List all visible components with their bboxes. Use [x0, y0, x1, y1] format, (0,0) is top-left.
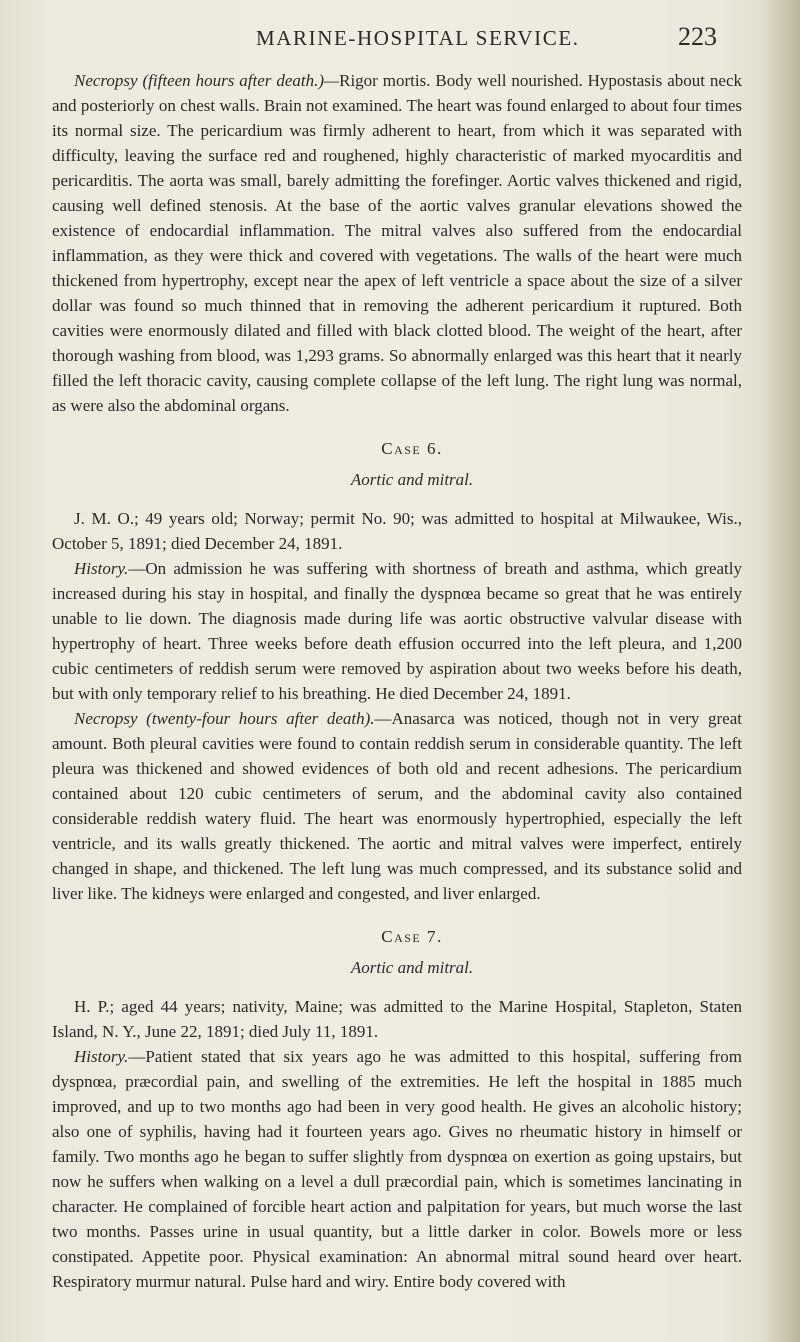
case-6-history: [52, 556, 742, 706]
case-7-history: [52, 1044, 742, 1294]
case-6-history-text: —On admission he was suffering with shortness of breath and asthma, which greatly increased during his stay in hospital, and finally the dyspnœa became so great that he was entirely unable to lie down. The diagnosis made during life was aortic obstructive valvular disease with hypertrophy of heart. Three weeks before death effusion occurred into the left pleura, and 1,200 cubic centimeters of reddish serum were removed by aspiration about two weeks before his death, but with only temporary relief to his breathing. He died December 24, 1891.: [52, 559, 742, 703]
page-header: [0, 22, 800, 52]
page-body: [52, 68, 742, 1294]
necropsy-text: Rigor mortis. Body well nourished. Hypostasis about neck and posteriorly on chest walls. Brain not examined. The heart was found enlarged to about four times its normal size. The pericardium was firmly adherent to heart, from which it was separated with difficulty, leaving the surface red and roughened, highly characteristic of marked myocarditis and pericarditis. The aorta was small, barely admitting the forefinger. Aortic valves thickened and rigid, causing well defined stenosis. At the base of the aortic valves granular elevations showed the existence of endocardial inflammation. The mitral valves also suffered from the endocardial inflammation, as they were thick and covered with vegetations. The walls of the heart were much thickened from hypertrophy, except near the apex of left ventricle a space about the size of a silver dollar was found so much thinned that in removing the adherent pericardium it ruptured. Both cavities were enormously dilated and filled with black clotted blood. The weight of the heart, after thorough washing from blood, was 1,293 grams. So abnormally enlarged was this heart that it nearly filled the left thoracic cavity, causing complete collapse of the left lung. The right lung was normal, as were also the abdominal organs.: [52, 71, 742, 415]
necropsy-lead: Necropsy (fifteen hours after death.)—: [74, 71, 340, 90]
case-7-patient: H. P.; aged 44 years; nativity, Maine; was admitted to the Marine Hospital, Stapleton, Staten Island, N. Y., June 22, 1891; died July 11, 1891.: [52, 997, 742, 1041]
case-7-history-lead: History.: [74, 1047, 129, 1066]
case-6-patient: J. M. O.; 49 years old; Norway; permit No. 90; was admitted to hospital at Milwaukee, Wis., October 5, 1891; died December 24, 1891.: [52, 509, 742, 553]
case-7-history-text: —Patient stated that six years ago he was admitted to this hospital, suffering from dyspnœa, præcordial pain, and swelling of the extremities. He left the hospital in 1885 much improved, and up to two months ago had been in very good health. He gives an alcoholic history; also one of syphilis, having had it fourteen years ago. Gives no rheumatic history in himself or family. Two months ago he began to suffer slightly from dyspnœa on exertion as going upstairs, but now he suffers when walking on a level a dull præcordial pain, which is sometimes lancinating in character. He complained of forcible heart action and palpitation for years, but much worse the last two months. Passes urine in usual quantity, but a little darker in color. Bowels more or less constipated. Appetite poor. Physical examination: An abnormal mitral sound heard over heart. Respiratory murmur natural. Pulse hard and wiry. Entire body covered with: [52, 1047, 742, 1291]
necropsy-paragraph: [52, 68, 742, 418]
page-number: 223: [678, 22, 717, 51]
case-6-history-lead: History.: [74, 559, 129, 578]
page-edge-shadow: [760, 0, 800, 1342]
case-6-title: Case 6.: [381, 439, 443, 458]
case-6-necropsy: [52, 706, 742, 906]
case-6-necropsy-text: —Anasarca was noticed, though not in very great amount. Both pleural cavities were found to contain reddish serum in considerable quantity. The left pleura was thickened and showed evidences of both old and recent adhesions. The pericardium contained about 120 cubic centimeters of serum, and the abdominal cavity also contained considerable reddish watery fluid. The heart was enormously hypertrophied, especially the left ventricle, and its walls greatly thickened. The aortic and mitral valves were imperfect, entirely changed in shape, and thickened. The left lung was much compressed, and its substance solid and liver like. The kidneys were enlarged and congested, and liver enlarged.: [52, 709, 742, 903]
case-6-necropsy-lead: Necropsy (twenty-four hours after death).: [74, 709, 375, 728]
running-head: MARINE-HOSPITAL SERVICE.: [256, 26, 580, 50]
case-6-subtitle: Aortic and mitral.: [350, 470, 474, 489]
case-7-title: Case 7.: [381, 927, 443, 946]
case-7-subtitle: Aortic and mitral.: [350, 958, 474, 977]
